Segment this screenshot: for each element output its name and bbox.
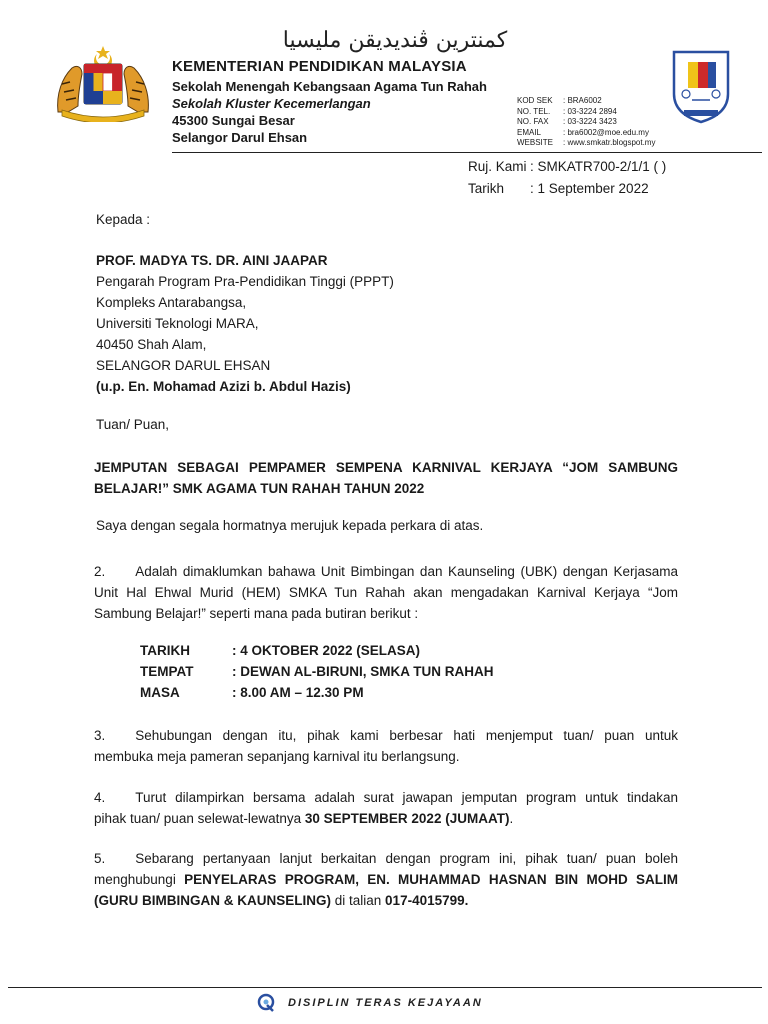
school-state: Selangor Darul Ehsan bbox=[172, 130, 308, 145]
subject bbox=[94, 457, 678, 499]
ministry-title: KEMENTERIAN PENDIDIKAN MALAYSIA bbox=[172, 58, 467, 75]
deadline-date: 30 SEPTEMBER 2022 (JUMAAT) bbox=[304, 811, 510, 826]
recipient-line: Kompleks Antarabangsa, bbox=[96, 295, 247, 310]
detail-label: TARIKH bbox=[140, 643, 190, 658]
paragraph-line bbox=[94, 725, 678, 746]
school-postcode-city: 45300 Sungai Besar bbox=[172, 113, 295, 128]
paragraph-line bbox=[94, 561, 678, 582]
paragraph-2 bbox=[94, 561, 678, 624]
reference-block bbox=[468, 156, 666, 200]
subject-line: JEMPUTAN SEBAGAI PEMPAMER SEMPENA KARNIVAL KERJAYA “JOM SAMBUNG bbox=[94, 460, 678, 475]
paragraph-line bbox=[94, 787, 678, 808]
contact-value: : bra6002@moe.edu.my bbox=[563, 127, 649, 137]
paragraph-text: Turut dilampirkan bersama adalah surat jawapan jemputan program untuk tindakan bbox=[135, 790, 678, 805]
paragraph-3 bbox=[94, 725, 678, 767]
paragraph-line bbox=[94, 808, 678, 829]
footer bbox=[256, 992, 483, 1014]
event-details bbox=[140, 640, 493, 703]
kepada-label: Kepada : bbox=[96, 212, 151, 227]
paragraph-text: Sehubungan dengan itu, pihak kami berbesar hati menjemput tuan/ puan untuk bbox=[135, 728, 678, 743]
paragraph-number: 4. bbox=[94, 790, 106, 805]
paragraph-line bbox=[94, 869, 678, 890]
paragraph-text: di talian bbox=[331, 893, 386, 908]
contact-label: NO. FAX bbox=[517, 117, 549, 126]
school-name: Sekolah Menengah Kebangsaan Agama Tun Rahah bbox=[172, 79, 487, 94]
contact-info bbox=[517, 96, 655, 149]
detail-row bbox=[140, 682, 493, 703]
recipient-line: Pengarah Program Pra-Pendidikan Tinggi (PPPT) bbox=[96, 274, 394, 289]
contact-person: PENYELARAS PROGRAM, EN. MUHAMMAD HASNAN BIN MOHD SALIM bbox=[184, 872, 678, 887]
q-emblem-icon bbox=[256, 993, 276, 1013]
detail-value: : 4 OKTOBER 2022 (SELASA) bbox=[232, 643, 421, 658]
paragraph-text: . bbox=[509, 811, 514, 826]
contact-value: : BRA6002 bbox=[563, 96, 602, 105]
recipient-line: SELANGOR DARUL EHSAN bbox=[96, 358, 271, 373]
school-shield-logo-icon bbox=[670, 48, 732, 124]
paragraph-5 bbox=[94, 848, 678, 911]
paragraph-number: 3. bbox=[94, 728, 106, 743]
paragraph-text: Adalah dimaklumkan bahawa Unit Bimbingan dan Kaunseling (UBK) dengan Kerjasama bbox=[135, 564, 678, 579]
contact-row bbox=[517, 96, 655, 107]
paragraph-text: menghubungi bbox=[94, 872, 185, 887]
paragraph-line: Sambung Belajar!” seperti mana pada butiran berikut : bbox=[94, 606, 419, 621]
paragraph-line bbox=[94, 848, 678, 869]
detail-value: : 8.00 AM – 12.30 PM bbox=[232, 685, 364, 700]
contact-value: : www.smkatr.blogspot.my bbox=[563, 138, 656, 147]
contact-row bbox=[517, 138, 655, 149]
footer-motto: DISIPLIN TERAS KEJAYAAN bbox=[288, 997, 483, 1009]
subject-line: BELAJAR!” SMK AGAMA TUN RAHAH TAHUN 2022 bbox=[94, 481, 425, 496]
contact-role: (GURU BIMBINGAN & KAUNSELING) bbox=[94, 893, 331, 908]
paragraph-line: Unit Hal Ehwal Murid (HEM) SMKA Tun Rahah akan mengadakan Karnival Kerjaya “Jom bbox=[94, 585, 678, 600]
detail-row bbox=[140, 640, 493, 661]
contact-row bbox=[517, 117, 655, 128]
date-value: : 1 September 2022 bbox=[530, 181, 649, 196]
contact-label: WEBSITE bbox=[517, 138, 554, 147]
date-row bbox=[468, 178, 666, 200]
school-cluster: Sekolah Kluster Kecemerlangan bbox=[172, 96, 371, 111]
detail-label: MASA bbox=[140, 685, 180, 700]
detail-value: : DEWAN AL-BIRUNI, SMKA TUN RAHAH bbox=[232, 664, 494, 679]
detail-label: TEMPAT bbox=[140, 664, 194, 679]
paragraph-text: . bbox=[464, 893, 469, 908]
school-address-block bbox=[172, 78, 487, 146]
reference-label: Ruj. Kami bbox=[468, 159, 527, 174]
contact-row bbox=[517, 107, 655, 118]
salutation: Tuan/ Puan, bbox=[96, 417, 170, 432]
contact-phone: 017-4015799 bbox=[385, 893, 465, 908]
contact-label: KOD SEK bbox=[517, 96, 553, 105]
intro-paragraph: Saya dengan segala hormatnya merujuk kepada perkara di atas. bbox=[96, 518, 484, 533]
paragraph-line: membuka meja pameran sepanjang karnival itu berlangsung. bbox=[94, 749, 460, 764]
recipient-name: PROF. MADYA TS. DR. AINI JAAPAR bbox=[96, 253, 328, 268]
contact-label: EMAIL bbox=[517, 127, 542, 137]
reference-value: : SMKATR700-2/1/1 ( ) bbox=[530, 159, 667, 174]
contact-row bbox=[517, 128, 655, 139]
detail-row bbox=[140, 661, 493, 682]
contact-label: NO. TEL. bbox=[517, 106, 551, 116]
reference-row bbox=[468, 156, 666, 178]
recipient-block bbox=[96, 250, 678, 397]
date-label: Tarikh bbox=[468, 181, 505, 196]
paragraph-4 bbox=[94, 787, 678, 829]
header-divider bbox=[172, 152, 762, 153]
footer-divider bbox=[8, 987, 762, 988]
paragraph-number: 5. bbox=[94, 851, 106, 866]
jawi-banner: ﻛﻤﻨﺘﺮﻳﻦ ﭬﻨﺪﻳﺪﻳﻘﻦ ﻣﻠﻴﺴﻴﺎ bbox=[282, 27, 508, 53]
paragraph-text: pihak tuan/ puan selewat-lewatnya bbox=[94, 811, 305, 826]
recipient-attention: (u.p. En. Mohamad Azizi b. Abdul Hazis) bbox=[96, 379, 351, 394]
paragraph-text: Sebarang pertanyaan lanjut berkaitan dengan program ini, pihak tuan/ puan boleh bbox=[135, 851, 678, 866]
malaysia-coat-of-arms-icon bbox=[48, 44, 158, 122]
contact-value: : 03-3224 3423 bbox=[563, 117, 617, 126]
paragraph-number: 2. bbox=[94, 564, 106, 579]
recipient-line: Universiti Teknologi MARA, bbox=[96, 316, 259, 331]
contact-value: : 03-3224 2894 bbox=[563, 106, 617, 116]
recipient-line: 40450 Shah Alam, bbox=[96, 337, 207, 352]
paragraph-line bbox=[94, 890, 678, 911]
